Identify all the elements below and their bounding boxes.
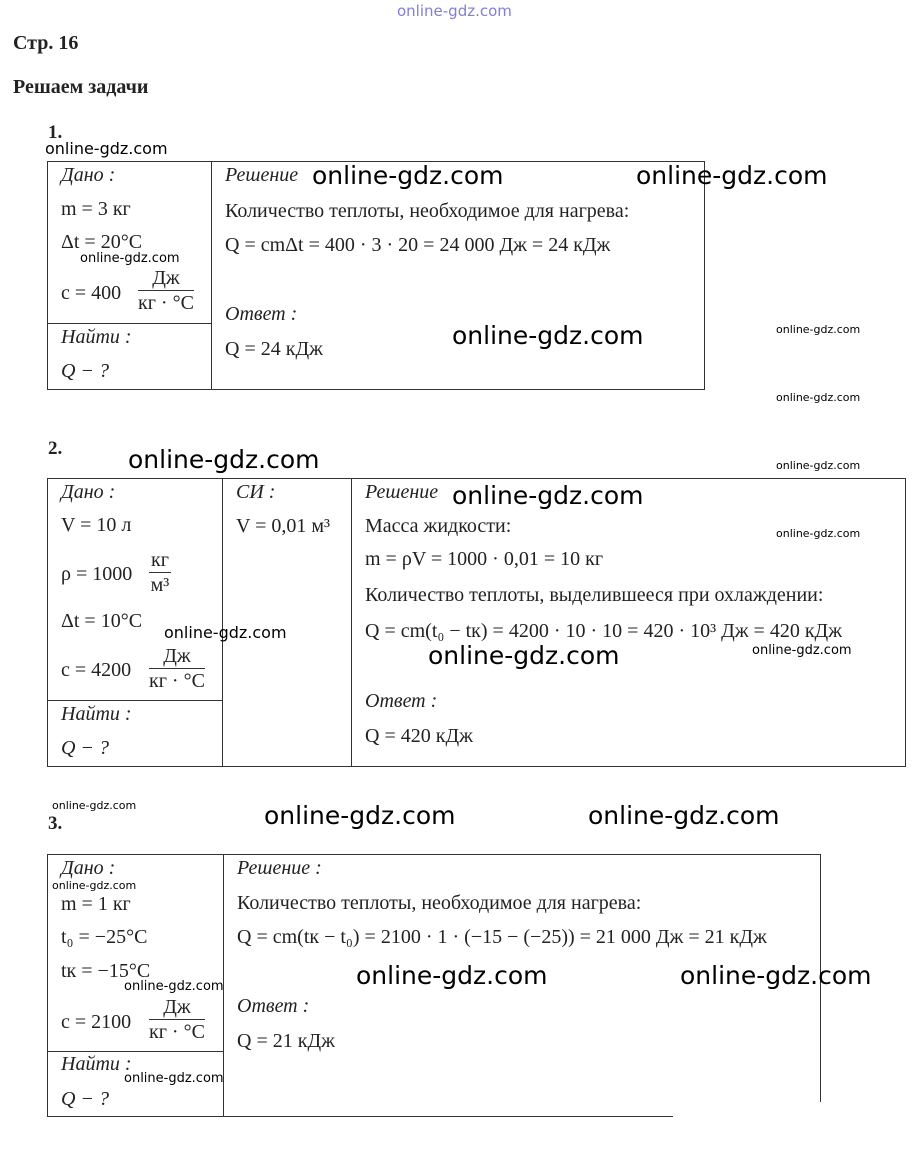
problem-2-number: 2. [48,438,63,459]
given-label: Дано : [61,857,116,879]
watermark: online-gdz.com [776,459,861,472]
unit-numerator: Дж [149,995,205,1020]
answer-label: Ответ : [237,995,310,1017]
unit-fraction [138,266,194,315]
watermark: online-gdz.com [636,161,828,190]
divider [47,854,48,1117]
watermark-top: online-gdz.com [397,2,512,20]
divider [47,1051,223,1052]
divider [47,700,222,701]
solution-formula: Q = cm(tк − t₀) = 2100 · 1 · (−15 − (−25)) = 21 000 Дж = 21 кДж [237,926,767,948]
watermark: online-gdz.com [452,481,644,510]
solution-label: Решение : [237,857,322,879]
answer-value: Q = 24 кДж [225,338,323,360]
solution-line: Количество теплоты, выделившееся при охлаждении: [365,584,824,606]
unit-fraction [149,644,205,693]
solution-label: Решение [365,481,439,503]
watermark: online-gdz.com [588,801,780,830]
divider [351,478,352,767]
watermark: online-gdz.com [164,623,287,642]
problem-3-number: 3. [48,813,63,834]
watermark: online-gdz.com [52,879,137,892]
find-label: Найти : [61,326,132,348]
find-label: Найти : [61,1053,132,1075]
unit-fraction [149,995,205,1044]
solution-formula: Q = cmΔt = 400 · 3 · 20 = 24 000 Дж = 24 кДж [225,234,611,256]
watermark: online-gdz.com [752,643,852,658]
divider [47,1116,673,1117]
watermark: online-gdz.com [452,321,644,350]
page-title: Стр. 16 [13,32,79,54]
find-value: Q − ? [61,737,109,759]
watermark: online-gdz.com [45,139,168,158]
unit-fraction [149,548,171,597]
section-title: Решаем задачи [13,76,149,98]
watermark: online-gdz.com [80,251,180,266]
answer-label: Ответ : [365,690,438,712]
watermark: online-gdz.com [124,979,224,994]
watermark: online-gdz.com [428,641,620,670]
unit-numerator: Дж [138,266,194,291]
given-label: Дано : [61,164,116,186]
solution-formula: m = ρV = 1000 · 0,01 = 10 кг [365,548,604,570]
given-density: ρ = 1000 [61,563,133,585]
watermark: online-gdz.com [356,961,548,990]
watermark: online-gdz.com [264,801,456,830]
watermark: online-gdz.com [776,391,861,404]
unit-denominator: кг · °C [149,670,205,692]
watermark: online-gdz.com [776,323,861,336]
given-c: c = 400 [61,282,122,304]
divider [211,161,212,390]
watermark: online-gdz.com [312,161,504,190]
given-label: Дано : [61,481,116,503]
unit-numerator: Дж [149,644,205,669]
find-value: Q − ? [61,360,109,382]
divider [47,323,211,324]
given-volume: V = 10 л [61,514,132,536]
answer-label: Ответ : [225,303,298,325]
unit-numerator: кг [151,549,169,571]
unit-denominator: м³ [150,574,170,596]
si-label: СИ : [236,481,276,503]
solution-label: Решение [225,164,299,186]
problem-1-number: 1. [48,122,63,143]
given-tk: tк = −15°C [61,960,151,982]
watermark: online-gdz.com [124,1071,224,1086]
divider [47,854,820,855]
watermark: online-gdz.com [128,445,320,474]
given-dt: Δt = 20°C [61,231,143,253]
given-t0: t₀ = −25°C [61,926,148,948]
answer-value: Q = 420 кДж [365,725,473,747]
find-label: Найти : [61,703,132,725]
si-value: V = 0,01 м³ [236,515,331,537]
solution-line: Масса жидкости: [365,515,512,537]
watermark: online-gdz.com [680,961,872,990]
solution-formula: Q = cm(t₀ − tк) = 4200 · 10 · 10 = 420 · 10³ Дж = 420 кДж [365,620,843,642]
find-value: Q − ? [61,1088,109,1110]
given-mass: m = 1 кг [61,893,131,915]
given-dt: Δt = 10°C [61,610,143,632]
watermark: online-gdz.com [776,527,861,540]
solution-line: Количество теплоты, необходимое для нагрева: [237,892,642,914]
unit-denominator: кг · °C [138,292,194,314]
solution-line: Количество теплоты, необходимое для нагрева: [225,200,630,222]
given-c: c = 2100 [61,1011,132,1033]
given-c: c = 4200 [61,659,132,681]
watermark: online-gdz.com [52,799,137,812]
given-mass: m = 3 кг [61,198,131,220]
unit-denominator: кг · °C [149,1021,205,1043]
answer-value: Q = 21 кДж [237,1030,335,1052]
